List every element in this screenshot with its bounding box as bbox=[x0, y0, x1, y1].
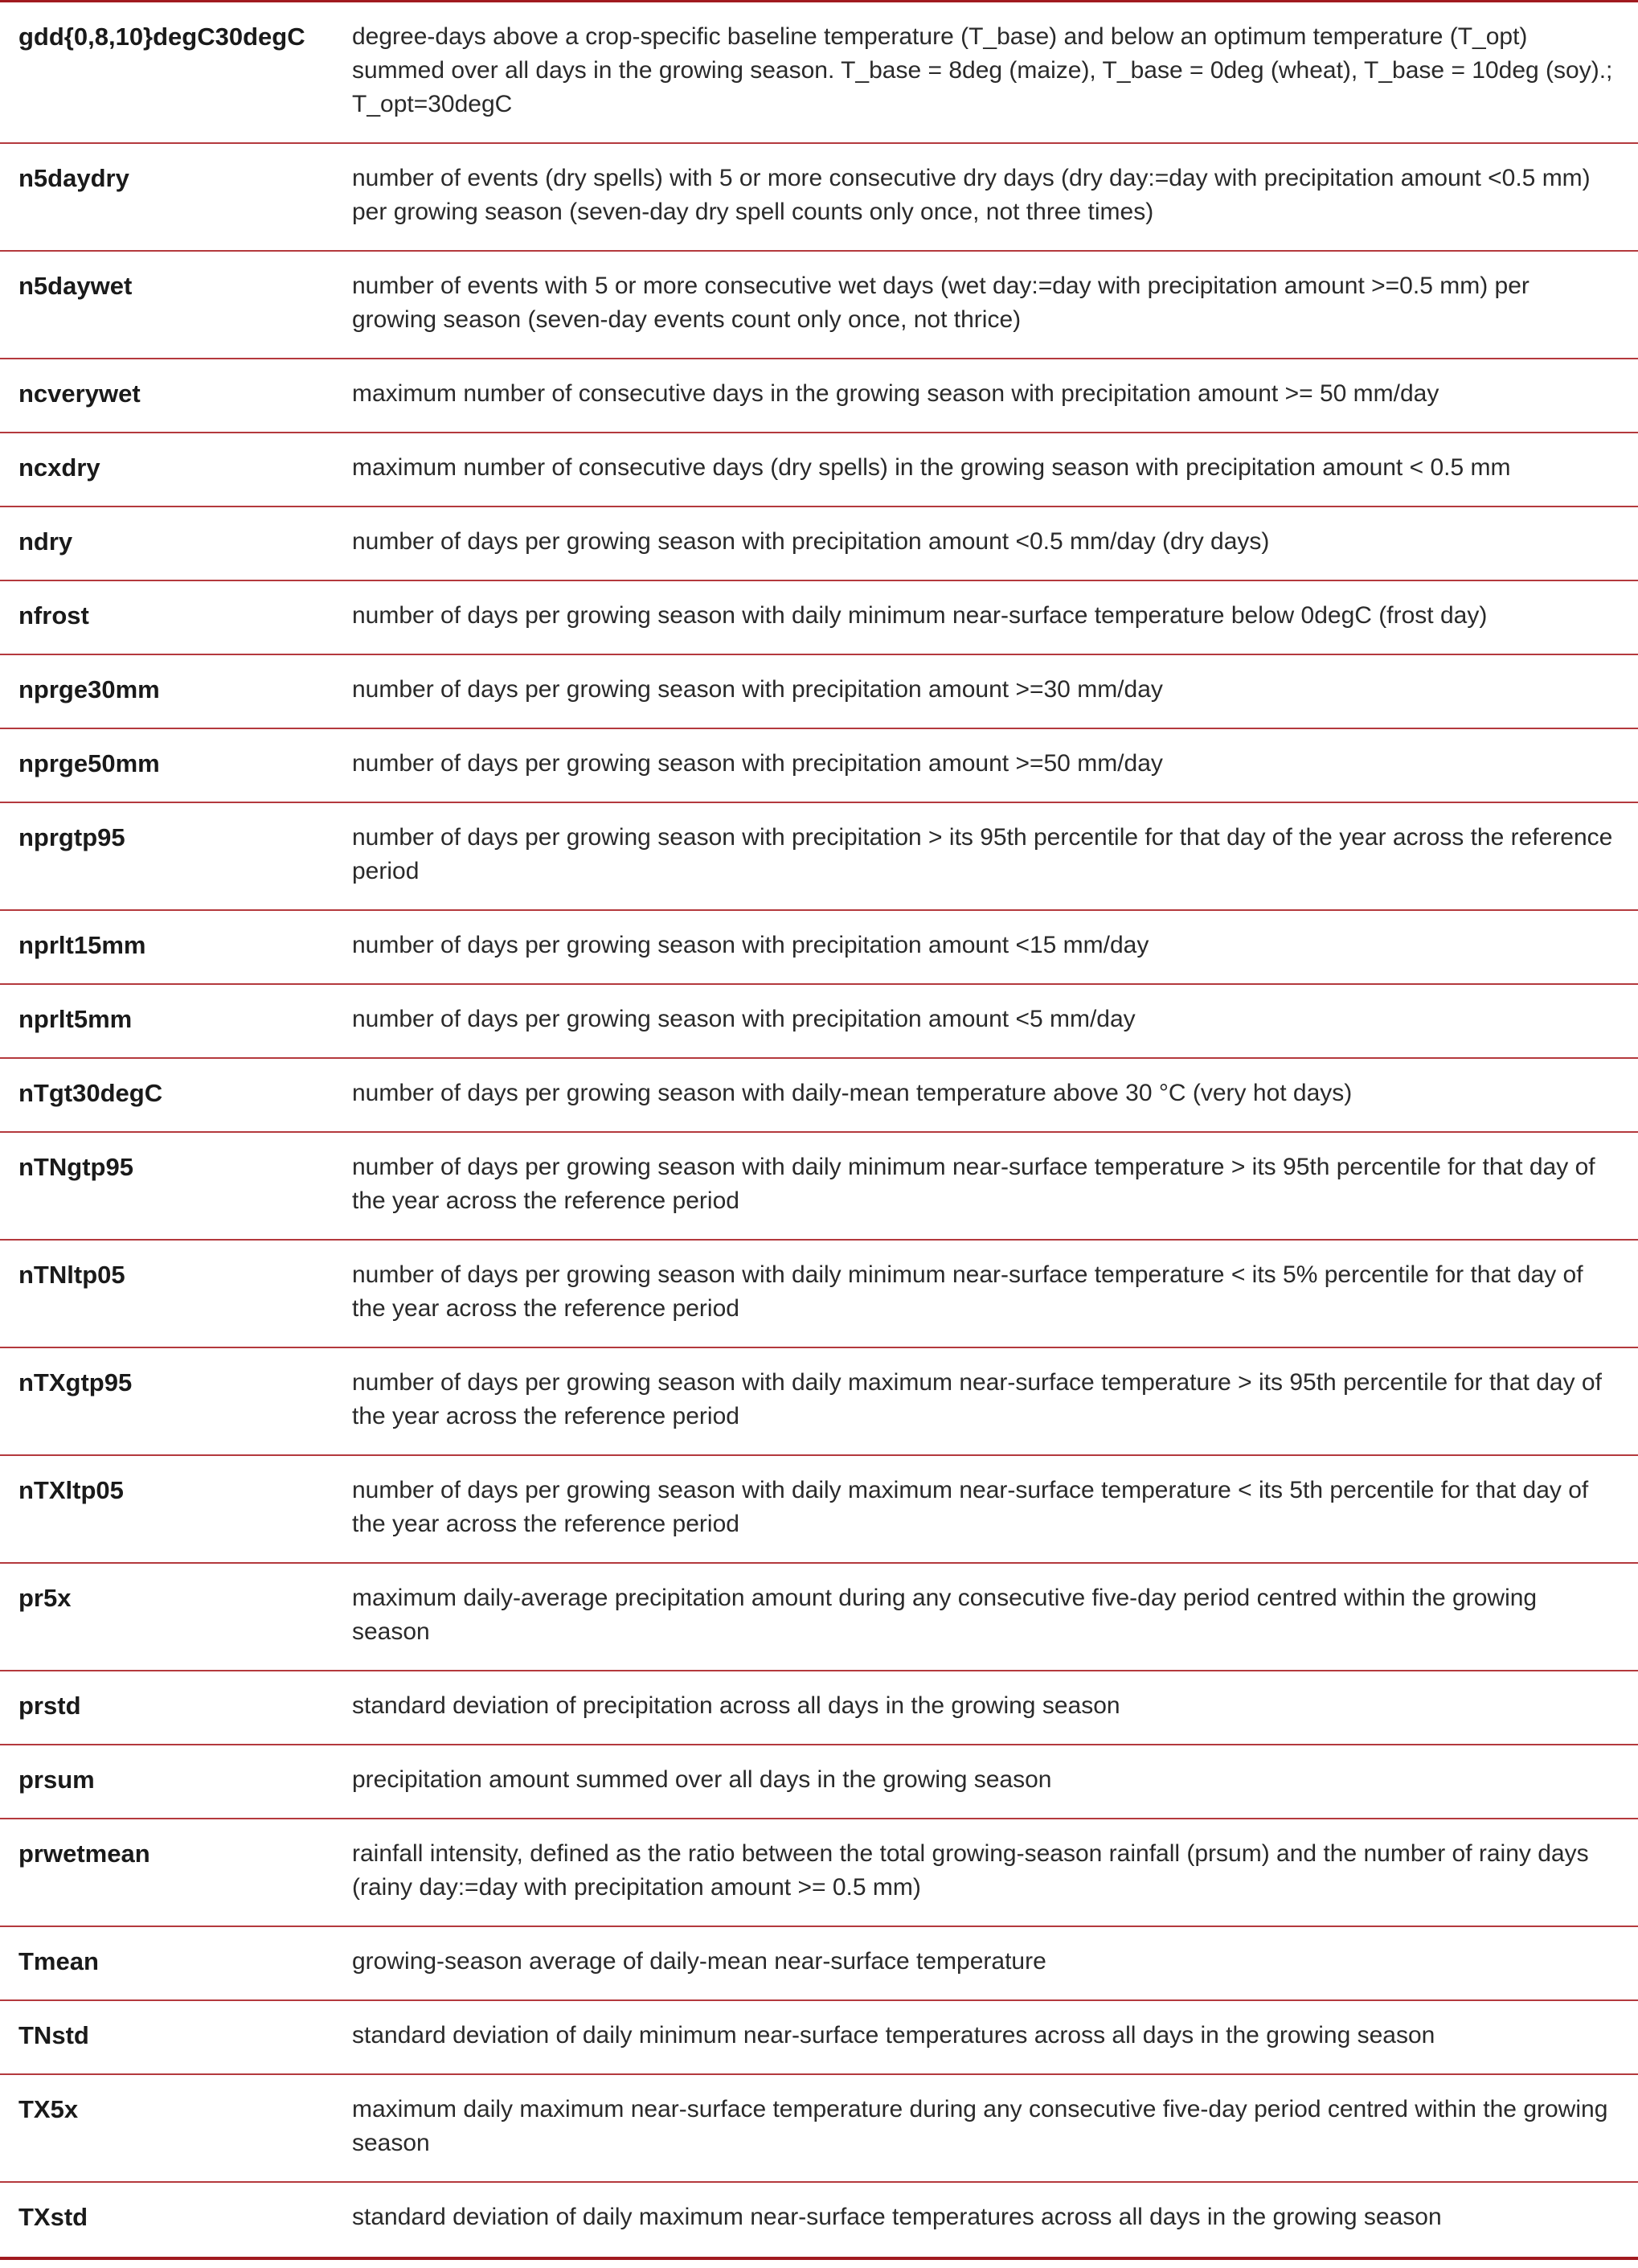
indicator-name: gdd{0,8,10}degC30degC bbox=[18, 23, 305, 51]
indicator-name: nfrost bbox=[18, 601, 89, 630]
indicator-description: number of days per growing season with daily minimum near-surface temperature below 0degC (frost day) bbox=[352, 602, 1488, 629]
table-row bbox=[0, 2001, 1638, 2075]
indicator-name: nprlt15mm bbox=[18, 931, 146, 959]
indicator-description: number of days per growing season with daily-mean temperature above 30 °C (very hot days) bbox=[352, 1080, 1353, 1106]
indicator-description: number of days per growing season with precipitation amount >=30 mm/day bbox=[352, 676, 1163, 703]
table-row bbox=[0, 729, 1638, 803]
indicator-name: ncverywet bbox=[18, 379, 141, 408]
indicator-name: TXstd bbox=[18, 2203, 88, 2231]
table-row bbox=[0, 1133, 1638, 1241]
indicator-description: number of events (dry spells) with 5 or more consecutive dry days (dry day:=day with precipitation amount <0.5 mm) per growing season (seven-day dry spell counts only once, not three times) bbox=[352, 165, 1591, 225]
indicator-description: standard deviation of precipitation across all days in the growing season bbox=[352, 1692, 1120, 1719]
table-row bbox=[0, 1241, 1638, 1348]
table-row bbox=[0, 2075, 1638, 2183]
indicator-name: n5daywet bbox=[18, 272, 133, 300]
indicator-description: rainfall intensity, defined as the ratio between the total growing-season rainfall (prsum) and the number of rainy days (rainy day:=day with precipitation amount >= 0.5 mm) bbox=[352, 1840, 1589, 1901]
indicator-description: precipitation amount summed over all days in the growing season bbox=[352, 1766, 1052, 1793]
indicator-name: nTgt30degC bbox=[18, 1079, 163, 1107]
indicator-name: nprge50mm bbox=[18, 749, 160, 777]
indicator-description: maximum daily-average precipitation amount during any consecutive five-day period centred within the growing season bbox=[352, 1585, 1538, 1645]
indicator-name: prsum bbox=[18, 1766, 95, 1794]
indicator-name: ndry bbox=[18, 527, 73, 556]
table-row bbox=[0, 803, 1638, 911]
indicator-description: number of days per growing season with precipitation > its 95th percentile for that day of the year across the reference period bbox=[352, 824, 1613, 884]
indicator-name: nTNgtp95 bbox=[18, 1153, 133, 1181]
table-row bbox=[0, 1348, 1638, 1456]
indicator-name: nTNltp05 bbox=[18, 1261, 125, 1289]
indicator-name: n5daydry bbox=[18, 164, 129, 192]
table-row bbox=[0, 1745, 1638, 1819]
indicator-description: standard deviation of daily maximum near-surface temperatures across all days in the growing season bbox=[352, 2204, 1442, 2230]
indicator-description: degree-days above a crop-specific baseline temperature (T_base) and below an optimum temperature (T_opt) summed over all days in the growing season. T_base = 8deg (maize), T_base = 0deg (wheat), T_base = 10deg (soy).; T_opt=30degC bbox=[352, 23, 1613, 117]
table-row bbox=[0, 252, 1638, 359]
indicator-description: maximum number of consecutive days (dry spells) in the growing season with precipitation amount < 0.5 mm bbox=[352, 454, 1511, 481]
indicator-description: number of days per growing season with daily maximum near-surface temperature > its 95th percentile for that day of the year across the reference period bbox=[352, 1369, 1602, 1429]
indicator-description: growing-season average of daily-mean near-surface temperature bbox=[352, 1948, 1046, 1975]
table-row bbox=[0, 507, 1638, 581]
indicator-name: nprge30mm bbox=[18, 675, 160, 703]
table-row bbox=[0, 2183, 1638, 2257]
table-row bbox=[0, 433, 1638, 507]
table-row bbox=[0, 581, 1638, 655]
indicator-name: prstd bbox=[18, 1692, 81, 1720]
indicator-name: nTXgtp95 bbox=[18, 1368, 133, 1396]
indicator-name: Tmean bbox=[18, 1947, 99, 1975]
indicator-description: number of days per growing season with precipitation amount <5 mm/day bbox=[352, 1006, 1136, 1032]
indicator-description: number of events with 5 or more consecutive wet days (wet day:=day with precipitation amount >=0.5 mm) per growing season (seven-day events count only once, not thrice) bbox=[352, 273, 1529, 333]
indicator-description: number of days per growing season with precipitation amount <0.5 mm/day (dry days) bbox=[352, 528, 1270, 555]
indicator-name: TX5x bbox=[18, 2095, 79, 2123]
table-row bbox=[0, 2, 1638, 144]
indicator-description: standard deviation of daily minimum near-surface temperatures across all days in the growing season bbox=[352, 2022, 1435, 2049]
indicator-name: TNstd bbox=[18, 2021, 89, 2049]
indicator-name: nprgtp95 bbox=[18, 823, 125, 851]
indicator-name: prwetmean bbox=[18, 1839, 150, 1868]
indicator-description: number of days per growing season with daily maximum near-surface temperature < its 5th percentile for that day of the year across the reference period bbox=[352, 1477, 1589, 1537]
table-row bbox=[0, 985, 1638, 1059]
table-row bbox=[0, 1456, 1638, 1564]
table-row bbox=[0, 1564, 1638, 1671]
table-row bbox=[0, 1671, 1638, 1745]
indicator-description: number of days per growing season with precipitation amount <15 mm/day bbox=[352, 932, 1149, 958]
indicator-description: maximum number of consecutive days in the growing season with precipitation amount >= 50 mm/day bbox=[352, 380, 1439, 407]
table-row bbox=[0, 655, 1638, 729]
table-row bbox=[0, 1927, 1638, 2001]
indicator-name: ncxdry bbox=[18, 453, 100, 482]
indicator-description: number of days per growing season with precipitation amount >=50 mm/day bbox=[352, 750, 1163, 777]
indicator-name: pr5x bbox=[18, 1584, 72, 1612]
table-row bbox=[0, 359, 1638, 433]
table-row bbox=[0, 1059, 1638, 1133]
indicator-description: number of days per growing season with daily minimum near-surface temperature > its 95th percentile for that day of the year across the reference period bbox=[352, 1154, 1595, 1214]
indicator-description: maximum daily maximum near-surface temperature during any consecutive five-day period centred within the growing season bbox=[352, 2096, 1608, 2156]
indicator-name: nTXltp05 bbox=[18, 1476, 124, 1504]
table-row bbox=[0, 144, 1638, 252]
indicator-name: nprlt5mm bbox=[18, 1005, 133, 1033]
table-row bbox=[0, 1819, 1638, 1927]
table-row bbox=[0, 911, 1638, 985]
indicator-description: number of days per growing season with daily minimum near-surface temperature < its 5% percentile for that day of the year across the reference period bbox=[352, 1261, 1583, 1322]
